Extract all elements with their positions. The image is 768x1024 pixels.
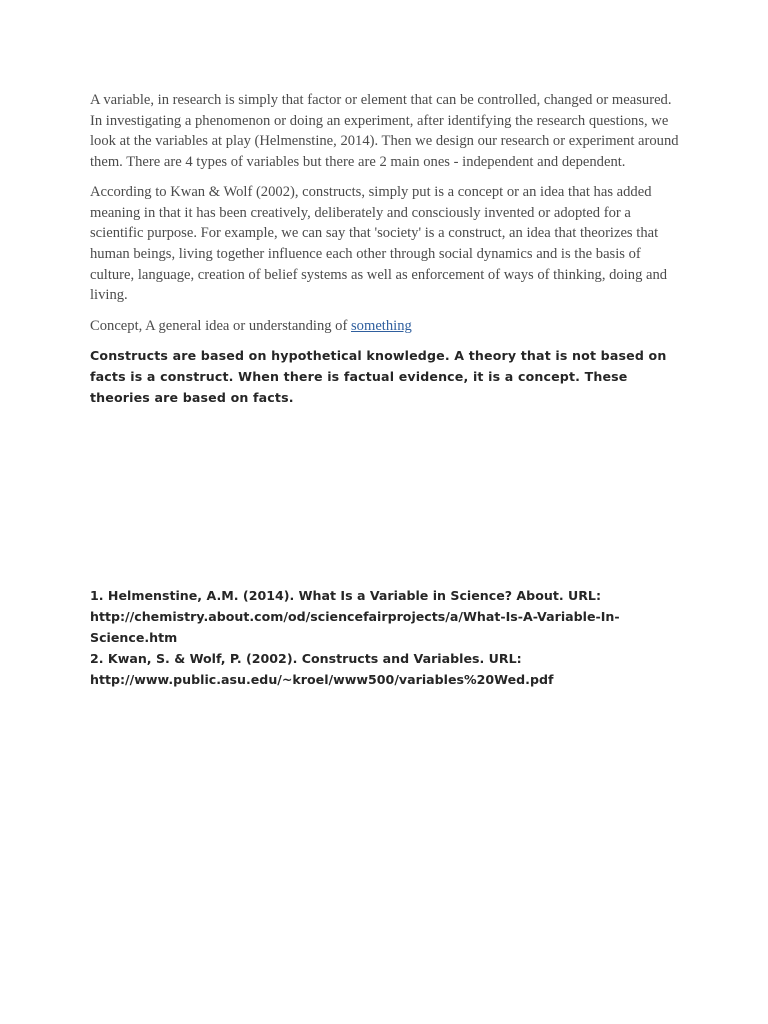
concept-definition [90,316,682,337]
reference-helmenstine: 1. Helmenstine, A.M. (2014). What Is a Variable in Science? About. URL: http://chemistry.about.com/od/sciencefairprojects/a/What-Is-A-Variable-In-Science.htm [90,588,620,645]
constructs-note: Constructs are based on hypothetical knowledge. A theory that is not based on facts is a construct. When there is factual evidence, it is a concept. These theories are based on facts. [90,347,667,405]
references-list [90,585,682,690]
paragraph-constructs: According to Kwan & Wolf (2002), constructs, simply put is a concept or an idea that has added meaning in that it has been creatively, deliberately and consciously invented or adopted for a scientific purpose. For example, we can say that 'society' is a construct, an idea that theorizes that human beings, living together influence each other through social dynamics and is the basis of culture, language, creation of belief systems as well as enforcement of ways of thinking, doing and living. [90,183,668,304]
paragraph-variables: A variable, in research is simply that factor or element that can be controlled, changed or measured. In investigating a phenomenon or doing an experiment, after identifying the research questions, we look at the variables at play (Helmenstine, 2014). Then we design our research or experiment around them. There are 4 types of variables but there are 2 main ones - independent and dependent. [90,92,679,171]
something-link[interactable]: something [351,318,412,335]
concept-text: Concept, A general idea or understanding of [90,318,351,335]
document-body [90,90,682,408]
reference-kwan-wolf: 2. Kwan, S. & Wolf, P. (2002). Constructs and Variables. URL: http://www.public.asu.edu/~kroel/www500/variables%20Wed.pdf [90,651,554,687]
reference-item [90,585,682,690]
